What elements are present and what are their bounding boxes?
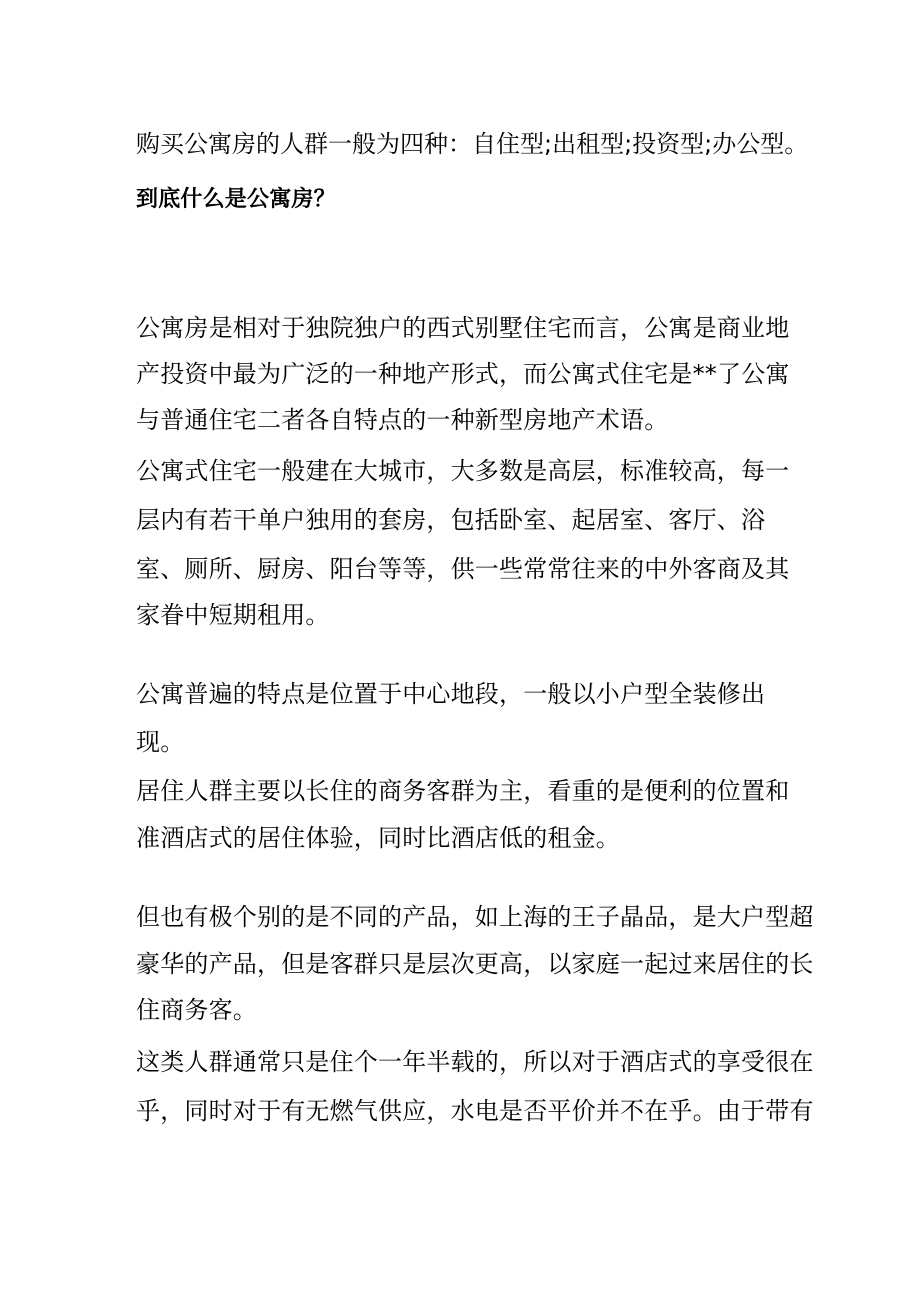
body-line: 公寓式住宅一般建在大城市，大多数是高层，标准较高，每一	[136, 457, 790, 485]
intro-paragraph: 购买公寓房的人群一般为四种：自住型;出租型;投资型;办公型。	[136, 130, 809, 158]
body-line: 这类人群通常只是住个一年半载的，所以对于酒店式的享受很在	[136, 1048, 814, 1076]
body-line: 公寓房是相对于独院独户的西式别墅住宅而言，公寓是商业地	[136, 314, 790, 342]
body-line: 住商务客。	[136, 996, 257, 1024]
section-heading: 到底什么是公寓房？	[136, 187, 336, 212]
body-line: 室、厕所、厨房、阳台等等，供一些常常往来的中外客商及其	[136, 555, 790, 583]
body-line: 豪华的产品，但是客群只是层次更高，以家庭一起过来居住的长	[136, 950, 814, 978]
body-line: 层内有若干单户独用的套房，包括卧室、起居室、客厅、浴	[136, 506, 766, 534]
body-line: 与普通住宅二者各自特点的一种新型房地产术语。	[136, 406, 669, 434]
body-line: 居住人群主要以长住的商务客群为主，看重的是便利的位置和	[136, 777, 790, 805]
body-line: 家眷中短期租用。	[136, 601, 330, 629]
body-line: 准酒店式的居住体验，同时比酒店低的租金。	[136, 824, 620, 852]
body-line: 乎，同时对于有无燃气供应，水电是否平价并不在乎。由于带有	[136, 1097, 814, 1125]
body-line: 公寓普遍的特点是位置于中心地段，一般以小户型全装修出	[136, 680, 766, 708]
body-line: 现。	[136, 728, 185, 756]
body-line: 产投资中最为广泛的一种地产形式，而公寓式住宅是**了公寓	[136, 360, 790, 388]
body-line: 但也有极个别的是不同的产品，如上海的王子晶品，是大户型超	[136, 903, 814, 931]
